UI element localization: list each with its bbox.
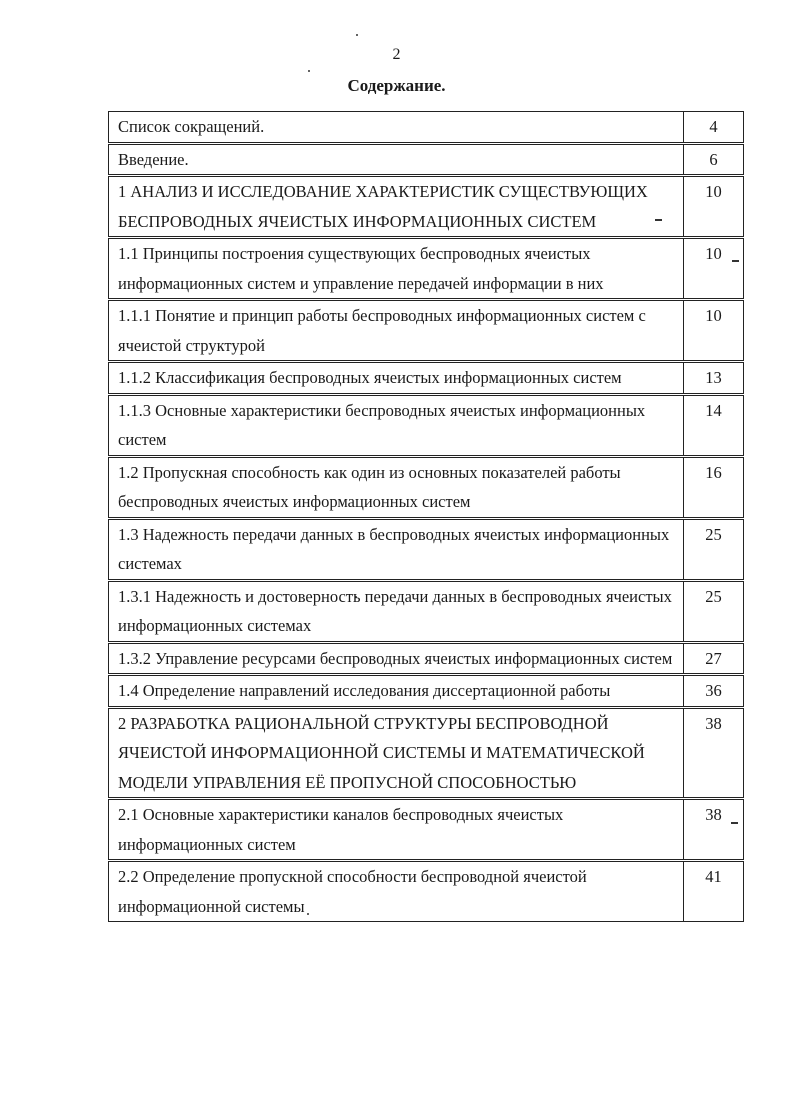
toc-row	[109, 642, 744, 675]
toc-entry-page: 27	[684, 642, 744, 675]
toc-entry-page: 38	[684, 799, 744, 861]
toc-entry-title: 2.2 Определение пропускной способности беспроводной ячеистой информационной системы	[109, 861, 684, 922]
toc-row	[109, 143, 744, 176]
toc-entry-page: 10	[684, 176, 744, 238]
page-number: 2	[392, 46, 401, 63]
toc-entry-title: 2 РАЗРАБОТКА РАЦИОНАЛЬНОЙ СТРУКТУРЫ БЕСПРОВОДНОЙ ЯЧЕИСТОЙ ИНФОРМАЦИОННОЙ СИСТЕМЫ И МАТЕМАТИЧЕСКОЙ МОДЕЛИ УПРАВЛЕНИЯ ЕЁ ПРОПУСНОЙ СПОСОБНОСТЬЮ	[109, 707, 684, 799]
toc-entry-title: Введение.	[109, 143, 684, 176]
toc-row	[109, 675, 744, 708]
toc-entry-page: 4	[684, 112, 744, 144]
toc-entry-page: 10	[684, 300, 744, 362]
toc-entry-page: 10	[684, 238, 744, 300]
toc-entry-title: 1.1.2 Классификация беспроводных ячеистых информационных систем	[109, 362, 684, 395]
toc-entry-title: 1.3.2 Управление ресурсами беспроводных ячеистых информационных систем	[109, 642, 684, 675]
toc-entry-page: 14	[684, 394, 744, 456]
toc-entry-title: 1.3.1 Надежность и достоверность передачи данных в беспроводных ячеистых информационных системах	[109, 580, 684, 642]
toc-entry-page: 36	[684, 675, 744, 708]
toc-row	[109, 300, 744, 362]
toc-row	[109, 176, 744, 238]
toc-entry-page: 38	[684, 707, 744, 799]
scan-speck	[308, 70, 310, 72]
toc-entry-title: 1.2 Пропускная способность как один из основных показателей работы беспроводных ячеистых информационных систем	[109, 456, 684, 518]
toc-row	[109, 707, 744, 799]
toc-entry-page: 25	[684, 518, 744, 580]
toc-row	[109, 394, 744, 456]
toc-row	[109, 518, 744, 580]
toc-row	[109, 456, 744, 518]
toc-entry-title: 1.4 Определение направлений исследования диссертационной работы	[109, 675, 684, 708]
toc-row	[109, 799, 744, 861]
toc-entry-title: 1 АНАЛИЗ И ИССЛЕДОВАНИЕ ХАРАКТЕРИСТИК СУЩЕСТВУЮЩИХ БЕСПРОВОДНЫХ ЯЧЕИСТЫХ ИНФОРМАЦИОННЫХ СИСТЕМ	[109, 176, 684, 238]
toc-entry-page: 25	[684, 580, 744, 642]
toc-entry-page: 13	[684, 362, 744, 395]
scan-speck	[356, 34, 358, 36]
toc-row	[109, 238, 744, 300]
toc-row	[109, 580, 744, 642]
toc-entry-title: 1.1 Принципы построения существующих беспроводных ячеистых информационных систем и управление передачей информации в них	[109, 238, 684, 300]
toc-entry-title: 1.3 Надежность передачи данных в беспроводных ячеистых информационных системах	[109, 518, 684, 580]
toc-table	[108, 111, 744, 922]
toc-row	[109, 112, 744, 144]
toc-entry-title: 2.1 Основные характеристики каналов беспроводных ячеистых информационных систем	[109, 799, 684, 861]
toc-entry-page: 41	[684, 861, 744, 922]
page-title: Содержание.	[347, 76, 446, 95]
toc-entry-title: 1.1.1 Понятие и принцип работы беспроводных информационных систем с ячеистой структурой	[109, 300, 684, 362]
toc-entry-page: 6	[684, 143, 744, 176]
toc-entry-title: Список сокращений.	[109, 112, 684, 144]
toc-row	[109, 861, 744, 922]
toc-row	[109, 362, 744, 395]
toc-entry-title: 1.1.3 Основные характеристики беспроводных ячеистых информационных систем	[109, 394, 684, 456]
toc-entry-page: 16	[684, 456, 744, 518]
